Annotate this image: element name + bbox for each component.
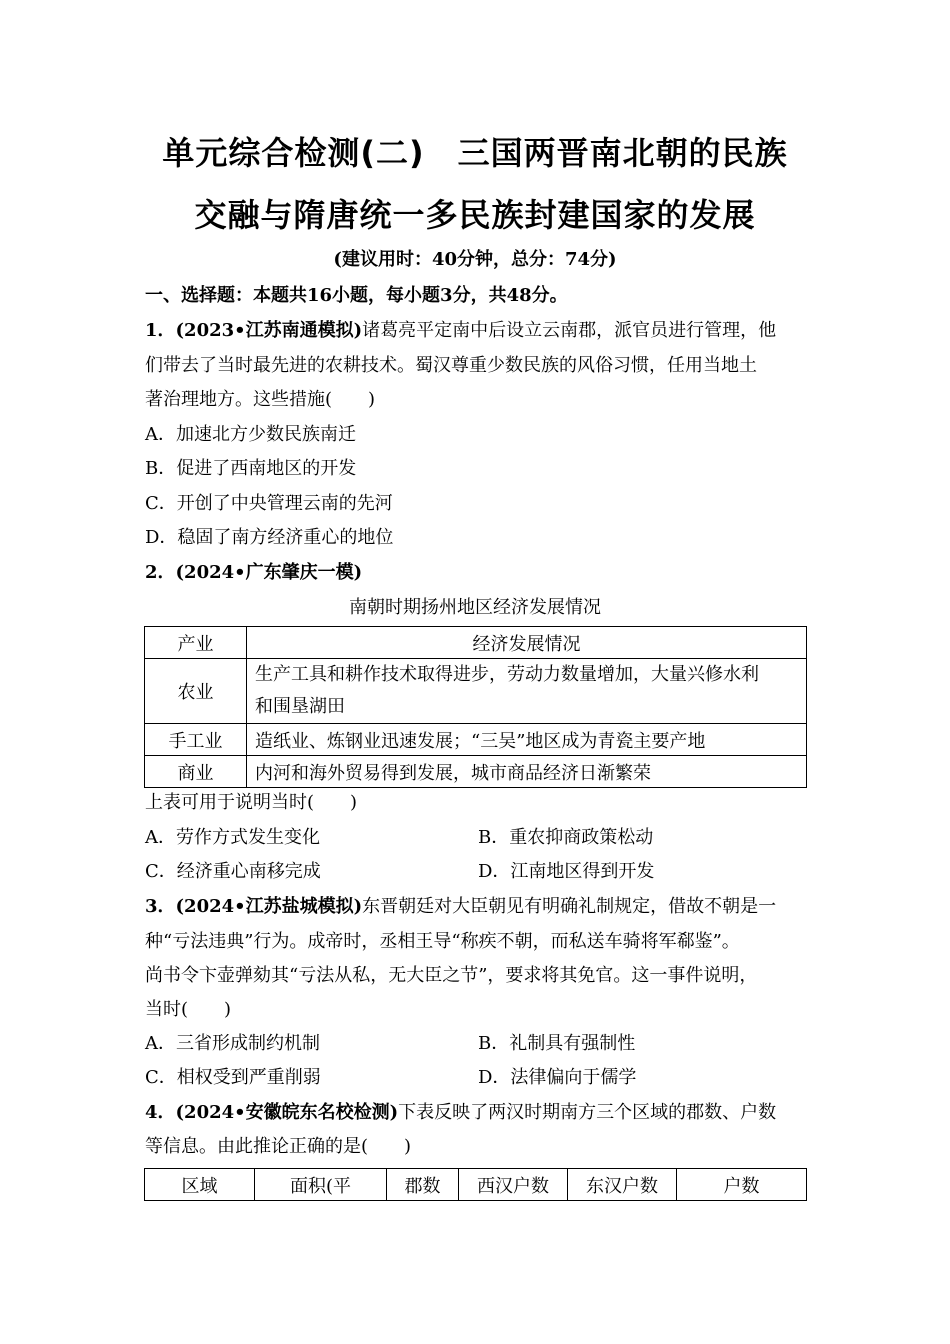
question-2-source: 2．(2024•广东肇庆一模) (145, 562, 363, 583)
question-4-table (144, 1168, 807, 1201)
question-3-option-d: D．法律偏向于儒学 (478, 1067, 637, 1088)
question-1-line-3: 著治理地方。这些措施( ) (145, 389, 376, 410)
table-cell-line: 生产工具和耕作技术取得进步，劳动力数量增加，大量兴修水利 (255, 664, 759, 685)
table-row (145, 756, 807, 788)
question-1-line-1 (145, 319, 776, 343)
question-3-option-a: A．三省形成制约机制 (145, 1033, 320, 1054)
question-3-option-b: B．礼制具有强制性 (478, 1033, 636, 1054)
table-cell: 手工业 (145, 724, 247, 756)
section-heading: 一、选择题：本题共16小题，每小题3分，共48分。 (145, 285, 568, 306)
question-4-line-2: 等信息。由此推论正确的是( ) (145, 1136, 412, 1157)
table-row (145, 659, 807, 724)
table-header-cell: 户数 (677, 1169, 807, 1201)
time-score-note: (建议用时：40分钟，总分：74分) (333, 249, 617, 270)
question-1-text: 诸葛亮平定南中后设立云南郡，派官员进行管理，他 (362, 320, 777, 341)
table-cell-line: 和围垦湖田 (255, 696, 345, 717)
question-1-source: 1．(2023•江苏南通模拟) (145, 320, 363, 341)
question-4-line-1 (145, 1101, 776, 1125)
question-3-text: 东晋朝廷对大臣朝见有明确礼制规定，借故不朝是一 (362, 896, 777, 917)
table-row (145, 724, 807, 756)
question-2-option-c: C．经济重心南移完成 (145, 861, 321, 882)
table-header-cell: 西汉户数 (459, 1169, 568, 1201)
table-header-cell: 产业 (145, 627, 247, 659)
question-2-stem: 上表可用于说明当时( ) (145, 792, 358, 813)
question-3-line-2: 种“亏法违典”行为。成帝时，丞相王导“称疾不朝，而私送车骑将军郗鉴”。 (145, 931, 740, 952)
question-2-option-b: B．重农抑商政策松动 (478, 827, 654, 848)
question-2-option-a: A．劳作方式发生变化 (145, 827, 320, 848)
question-3-line-4: 当时( ) (145, 999, 232, 1020)
question-3-option-c: C．相权受到严重削弱 (145, 1067, 321, 1088)
table-header-cell: 面积(平 (255, 1169, 387, 1201)
question-1-option-b: B．促进了西南地区的开发 (145, 458, 357, 479)
table-header-row (145, 1169, 807, 1201)
table-cell: 造纸业、炼钢业迅速发展；“三吴”地区成为青瓷主要产地 (247, 724, 807, 756)
question-1-option-d: D．稳固了南方经济重心的地位 (145, 527, 394, 548)
question-3-line-3: 尚书令卞壶弹劾其“亏法从私，无大臣之节”，要求将其免官。这一事件说明， (145, 965, 758, 986)
table-header-cell: 经济发展情况 (247, 627, 807, 659)
table-cell: 商业 (145, 756, 247, 788)
question-2-option-d: D．江南地区得到开发 (478, 861, 655, 882)
table-cell: 内河和海外贸易得到发展，城市商品经济日渐繁荣 (247, 756, 807, 788)
table-cell: 农业 (145, 659, 247, 724)
question-3-source: 3．(2024•江苏盐城模拟) (145, 896, 363, 917)
table-header-cell: 郡数 (387, 1169, 459, 1201)
title-line-1: 单元综合检测(二) 三国两晋南北朝的民族 (162, 134, 788, 172)
question-4-text: 下表反映了两汉时期南方三个区域的郡数、户数 (398, 1102, 777, 1123)
title-line-2: 交融与隋唐统一多民族封建国家的发展 (194, 196, 756, 234)
table-header-row (145, 627, 807, 659)
question-1-option-a: A．加速北方少数民族南迁 (145, 424, 356, 445)
question-4-source: 4．(2024•安徽皖东名校检测) (145, 1102, 399, 1123)
question-1-line-2: 们带去了当时最先进的农耕技术。蜀汉尊重少数民族的风俗习惯，任用当地土 (145, 355, 757, 376)
question-3-line-1 (145, 895, 776, 919)
question-2-table-title: 南朝时期扬州地区经济发展情况 (349, 597, 601, 618)
table-cell (247, 659, 807, 724)
question-2-table (144, 626, 807, 788)
table-header-cell: 区域 (145, 1169, 255, 1201)
table-header-cell: 东汉户数 (568, 1169, 677, 1201)
question-1-option-c: C．开创了中央管理云南的先河 (145, 493, 393, 514)
